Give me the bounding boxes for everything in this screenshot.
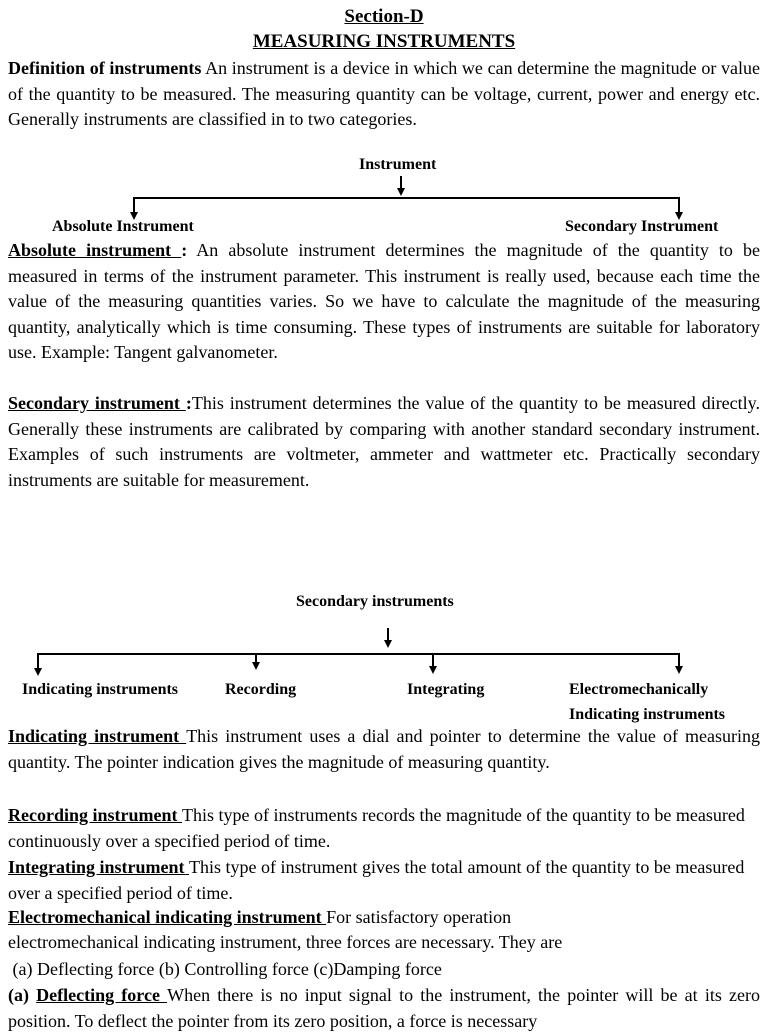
indicating-paragraph — [8, 724, 760, 775]
deflecting-paragraph — [8, 983, 760, 1034]
recording-text: This type of instruments records the magnitude of the quantity to be measured continuously over a specified period of time. — [8, 805, 745, 851]
electromech-text-line1: For satisfactory operation — [326, 907, 512, 927]
indicating-text: This instrument uses a dial and pointer to determine the value of measuring quantity. The pointer indication gives the magnitude of measuring quantity. — [8, 726, 760, 772]
recording-term: Recording instrument — [8, 805, 182, 825]
tree2-child3-arrow-icon — [429, 666, 437, 674]
recording-paragraph — [8, 803, 760, 854]
tree2-root-arrow-icon — [384, 640, 392, 648]
electromech-line1 — [8, 905, 760, 931]
tree2-child4-connector — [678, 653, 680, 667]
tree1-right-connector — [678, 197, 680, 213]
tree2-root-label: Secondary instruments — [296, 593, 454, 610]
integrating-paragraph — [8, 855, 760, 906]
integrating-term: Integrating instrument — [8, 857, 189, 877]
tree1-left-label: Absolute Instrument — [52, 218, 194, 235]
secondary-term: Secondary instrument — [8, 393, 186, 413]
forces-list: (a) Deflecting force (b) Controlling force (c)Damping force — [8, 959, 442, 979]
tree1-right-label: Secondary Instrument — [565, 218, 719, 235]
tree2-child2-label: Recording — [225, 681, 297, 698]
tree2-child3-connector — [432, 653, 434, 667]
tree2-child4-arrow-icon — [675, 666, 683, 674]
electromech-line2: electromechanical indicating instrument, three forces are necessary. They are — [8, 932, 563, 952]
absolute-paragraph — [8, 238, 760, 366]
definition-text: An instrument is a device in which we can determine the magnitude or value of the quantity to be measured. The measuring quantity can be voltage, current, power and energy etc. Generally instruments are classified in to two categories. — [8, 58, 760, 129]
tree2-child1-arrow-icon — [34, 668, 42, 676]
absolute-separator: : — [181, 240, 188, 260]
tree2-child1-label: Indicating instruments — [22, 681, 179, 698]
tree1-root-arrow-icon — [397, 188, 405, 196]
tree2-child4-label-line1: Electromechanically — [569, 681, 709, 698]
tree2-child1-connector — [37, 653, 39, 669]
tree2-horizontal-line — [37, 653, 679, 655]
indicating-term: Indicating instrument — [8, 726, 187, 746]
tree1-left-connector — [133, 197, 135, 213]
absolute-text: An absolute instrument determines the magnitude of the quantity to be measured in terms of the instrument parameter. This instrument is really used, because each time the value of the measuring quantities varies. So we have to calculate the magnitude of the measuring quantity, analytically which is time consuming. These types of instruments are suitable for laboratory use. Example: Tangent galvanometer. — [8, 240, 760, 362]
definition-paragraph — [8, 56, 760, 133]
secondary-separator: : — [185, 393, 192, 413]
deflecting-text: When there is no input signal to the instrument, the pointer will be at its zero position. To deflect the pointer from its zero position, a force is necessary — [8, 985, 760, 1031]
definition-term: Definition of instruments — [8, 58, 202, 78]
secondary-paragraph — [8, 391, 760, 493]
deflecting-term: Deflecting force — [36, 985, 168, 1005]
tree2-child3-label: Integrating — [407, 681, 485, 698]
integrating-text: This type of instrument gives the total amount of the quantity to be measured over a specified period of time. — [8, 857, 745, 903]
tree1-root-label: Instrument — [359, 156, 437, 173]
tree2-child4-label-line2: Indicating instruments — [569, 706, 726, 723]
page-title: MEASURING INSTRUMENTS — [252, 31, 516, 52]
electromech-term: Electromechanical indicating instrument — [8, 907, 327, 927]
section-heading: Section-D — [344, 6, 424, 27]
secondary-text: This instrument determines the value of the quantity to be measured directly. Generally these instruments are calibrated by comparing with another standard secondary instrument. Examples of such instruments are voltmeter, ammeter and wattmeter etc. Practically secondary instruments are suitable for measurement. — [8, 393, 760, 490]
tree1-horizontal-line — [133, 197, 679, 199]
deflecting-prefix: (a) — [8, 985, 37, 1005]
tree2-child2-arrow-icon — [252, 662, 260, 670]
absolute-term: Absolute instrument — [8, 240, 182, 260]
